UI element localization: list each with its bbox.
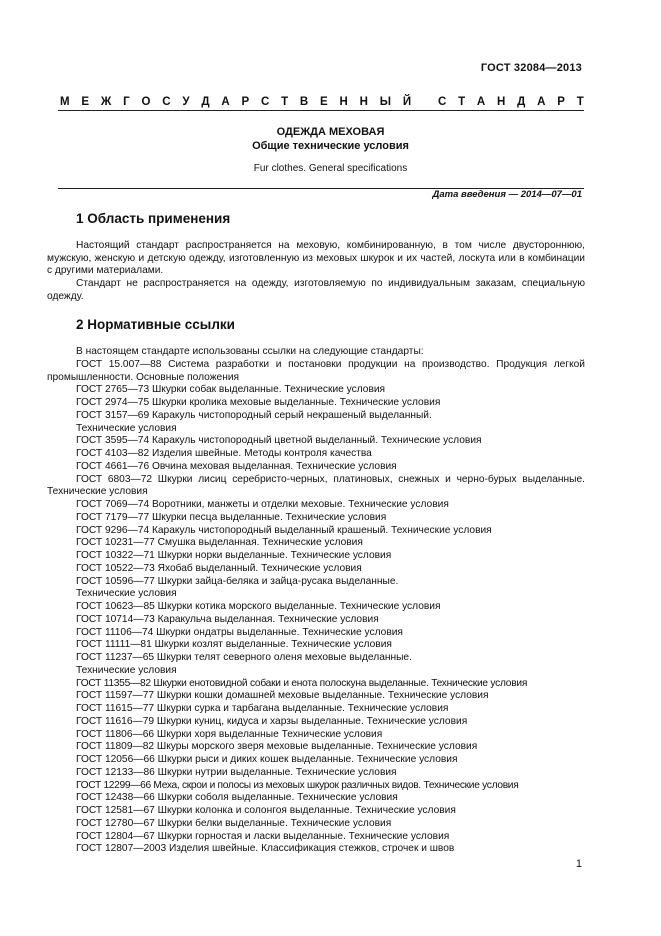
normative-references-list	[47, 346, 585, 856]
reference-item: ГОСТ 12807—2003 Изделия швейные. Классификация стежков, строчек и швов	[76, 843, 455, 855]
title-letter: А	[221, 96, 230, 108]
reference-item: ГОСТ 3595—74 Каракуль чистопородный цветной выделанный. Технические условия	[76, 435, 482, 447]
title-letter	[423, 96, 426, 108]
reference-item: ГОСТ 10522—73 Яхобаб выделанный. Технические условия	[76, 562, 362, 574]
reference-item: ГОСТ 11597—77 Шкурки кошки домашней меховые выделанные. Технические условия	[76, 690, 489, 702]
title-letter: Ж	[100, 96, 112, 108]
title-letter: Т	[281, 96, 289, 108]
reference-item-continuation: Технические условия	[76, 422, 177, 434]
reference-item: ГОСТ 15.007—88 Система разработки и постановки продукции на производство. Продукция легкой промышленности. Основные положения	[47, 358, 585, 383]
section-1-paragraph	[47, 278, 585, 303]
title-letter: А	[476, 96, 486, 108]
reference-item: ГОСТ 2974—75 Шкурки кролика меховые выделанные. Технические условия	[76, 397, 441, 408]
title-letter: С	[260, 96, 270, 108]
reference-item: ГОСТ 11809—82 Шкуры морского зверя меховые выделанные. Технические условия	[76, 741, 478, 753]
reference-item: ГОСТ 12299—66 Меха, скрои и полосы из меховых шкурок различных видов. Технические условия	[76, 779, 519, 791]
exclusion-paragraph: Стандарт не распространяется на одежду, изготовляемую по индивидуальным заказам, специальную одежду.	[47, 278, 585, 302]
title-letter: С	[162, 96, 171, 108]
title-letter: В	[299, 96, 309, 108]
document-subtitle: Общие технические условия	[252, 140, 409, 152]
title-letter: Д	[517, 96, 526, 108]
section-1-heading: 1 Область применения	[76, 211, 231, 226]
title-letter: Д	[201, 96, 210, 108]
title-letter: Р	[241, 96, 250, 108]
title-letter: А	[537, 96, 546, 108]
document-title: ОДЕЖДА МЕХОВАЯ	[276, 126, 385, 138]
reference-item: ГОСТ 10623—85 Шкурки котика морского выделанные. Технические условия	[76, 601, 441, 612]
reference-item: ГОСТ 10714—73 Каракульча выделанная. Технические условия	[76, 613, 379, 625]
reference-item: ГОСТ 10322—71 Шкурки норки выделанные. Технические условия	[76, 550, 392, 561]
title-letter: Е	[81, 96, 90, 108]
reference-item: ГОСТ 11615—77 Шкурки сурка и тарбагана выделанные. Технические условия	[76, 703, 449, 714]
title-letter: Р	[557, 96, 565, 108]
document-english-title: Fur clothes. General specifications	[253, 163, 408, 174]
reference-item: ГОСТ 11106—74 Шкурки ондатры выделанные. Технические условия	[76, 626, 403, 638]
reference-item: ГОСТ 11355—82 Шкурки енотовидной собаки и енота полоскуна выделанные. Технические условия	[76, 677, 528, 689]
title-letter: Н	[497, 96, 506, 108]
interstate-standard-title	[60, 96, 584, 108]
reference-item-continuation: Технические условия	[76, 588, 177, 600]
reference-item: ГОСТ 11237—65 Шкурки телят северного оленя меховые выделанные.	[76, 652, 412, 663]
title-letter: Г	[123, 96, 130, 108]
reference-item: ГОСТ 12804—67 Шкурки горностая и ласки выделанные. Технические условия	[76, 830, 450, 842]
title-letter: Й	[402, 96, 412, 108]
reference-item: ГОСТ 12438—66 Шкурки соболя выделанные. Технические условия	[76, 792, 398, 804]
reference-item: ГОСТ 10231—77 Смушка выделанная. Технические условия	[76, 537, 363, 549]
scope-paragraph: Настоящий стандарт распространяется на меховую, комбинированную, в том числе двустороннюю, мужскую, женскую и детскую одежду, изготовленную из меховых шкурок и их частей, лоскута или в комбинации с другими материалами.	[47, 240, 585, 277]
title-letter: Н	[339, 96, 348, 108]
title-letter: О	[141, 96, 151, 108]
reference-item: ГОСТ 6803—72 Шкурки лисиц серебристо-черных, платиновых, снежных и черно-бурых выделанные. Технические условия	[47, 473, 585, 498]
reference-item: ГОСТ 12581—67 Шкурки колонка и солонгоя выделанные. Технические условия	[76, 805, 456, 816]
section-2-heading: 2 Нормативные ссылки	[76, 317, 235, 332]
reference-item: ГОСТ 7069—74 Воротники, манжеты и отделки меховые. Технические условия	[76, 499, 449, 510]
section-1-paragraph	[47, 240, 585, 278]
reference-item: ГОСТ 11806—66 Шкурки хоря выделанные Технические условия	[76, 728, 383, 740]
reference-item: ГОСТ 11616—79 Шкурки куниц, кидуса и харзы выделанные. Технические условия	[76, 715, 468, 727]
title-letter: Е	[320, 96, 328, 108]
reference-item: ГОСТ 3157—69 Каракуль чистопородный серый некрашеный выделанный.	[76, 409, 432, 421]
reference-item: ГОСТ 4103—82 Изделия швейные. Методы контроля качества	[76, 448, 372, 459]
reference-item: ГОСТ 11111—81 Шкурки козлят выделанные. Технические условия	[76, 639, 392, 651]
reference-item: ГОСТ 4661—76 Овчина меховая выделанная. Технические условия	[76, 460, 397, 472]
reference-item: ГОСТ 7179—77 Шкурки песца выделанные. Технические условия	[76, 511, 387, 523]
reference-item: ГОСТ 9296—74 Каракуль чистопородный выделанный крашеный. Технические условия	[76, 524, 492, 536]
reference-item: ГОСТ 10596—77 Шкурки зайца-беляка и зайца-русака выделанные.	[76, 575, 399, 587]
title-letter: Н	[359, 96, 368, 108]
title-letter: Т	[458, 96, 466, 108]
reference-item: ГОСТ 2765—73 Шкурки собак выделанные. Технические условия	[76, 384, 386, 396]
reference-item: ГОСТ 12133—86 Шкурки нутрии выделанные. Технические условия	[76, 766, 397, 778]
title-letter: У	[182, 96, 190, 108]
reference-item: ГОСТ 12780—67 Шкурки белки выделанные. Технические условия	[76, 817, 392, 829]
page-number: 1	[575, 858, 582, 870]
introduction-date: Дата введения — 2014—07—01	[432, 189, 582, 200]
title-rule	[58, 110, 584, 111]
title-letter: С	[437, 96, 447, 108]
title-letter: Т	[576, 96, 584, 108]
reference-item: ГОСТ 12056—66 Шкурки рыси и диких кошек выделанные. Технические условия	[76, 754, 458, 765]
references-intro: В настоящем стандарте использованы ссылки на следующие стандарты:	[76, 346, 424, 357]
standard-code: ГОСТ 32084—2013	[480, 62, 582, 74]
title-letter: М	[60, 96, 70, 108]
reference-item-continuation: Технические условия	[76, 664, 177, 676]
title-letter: Ы	[379, 96, 392, 108]
